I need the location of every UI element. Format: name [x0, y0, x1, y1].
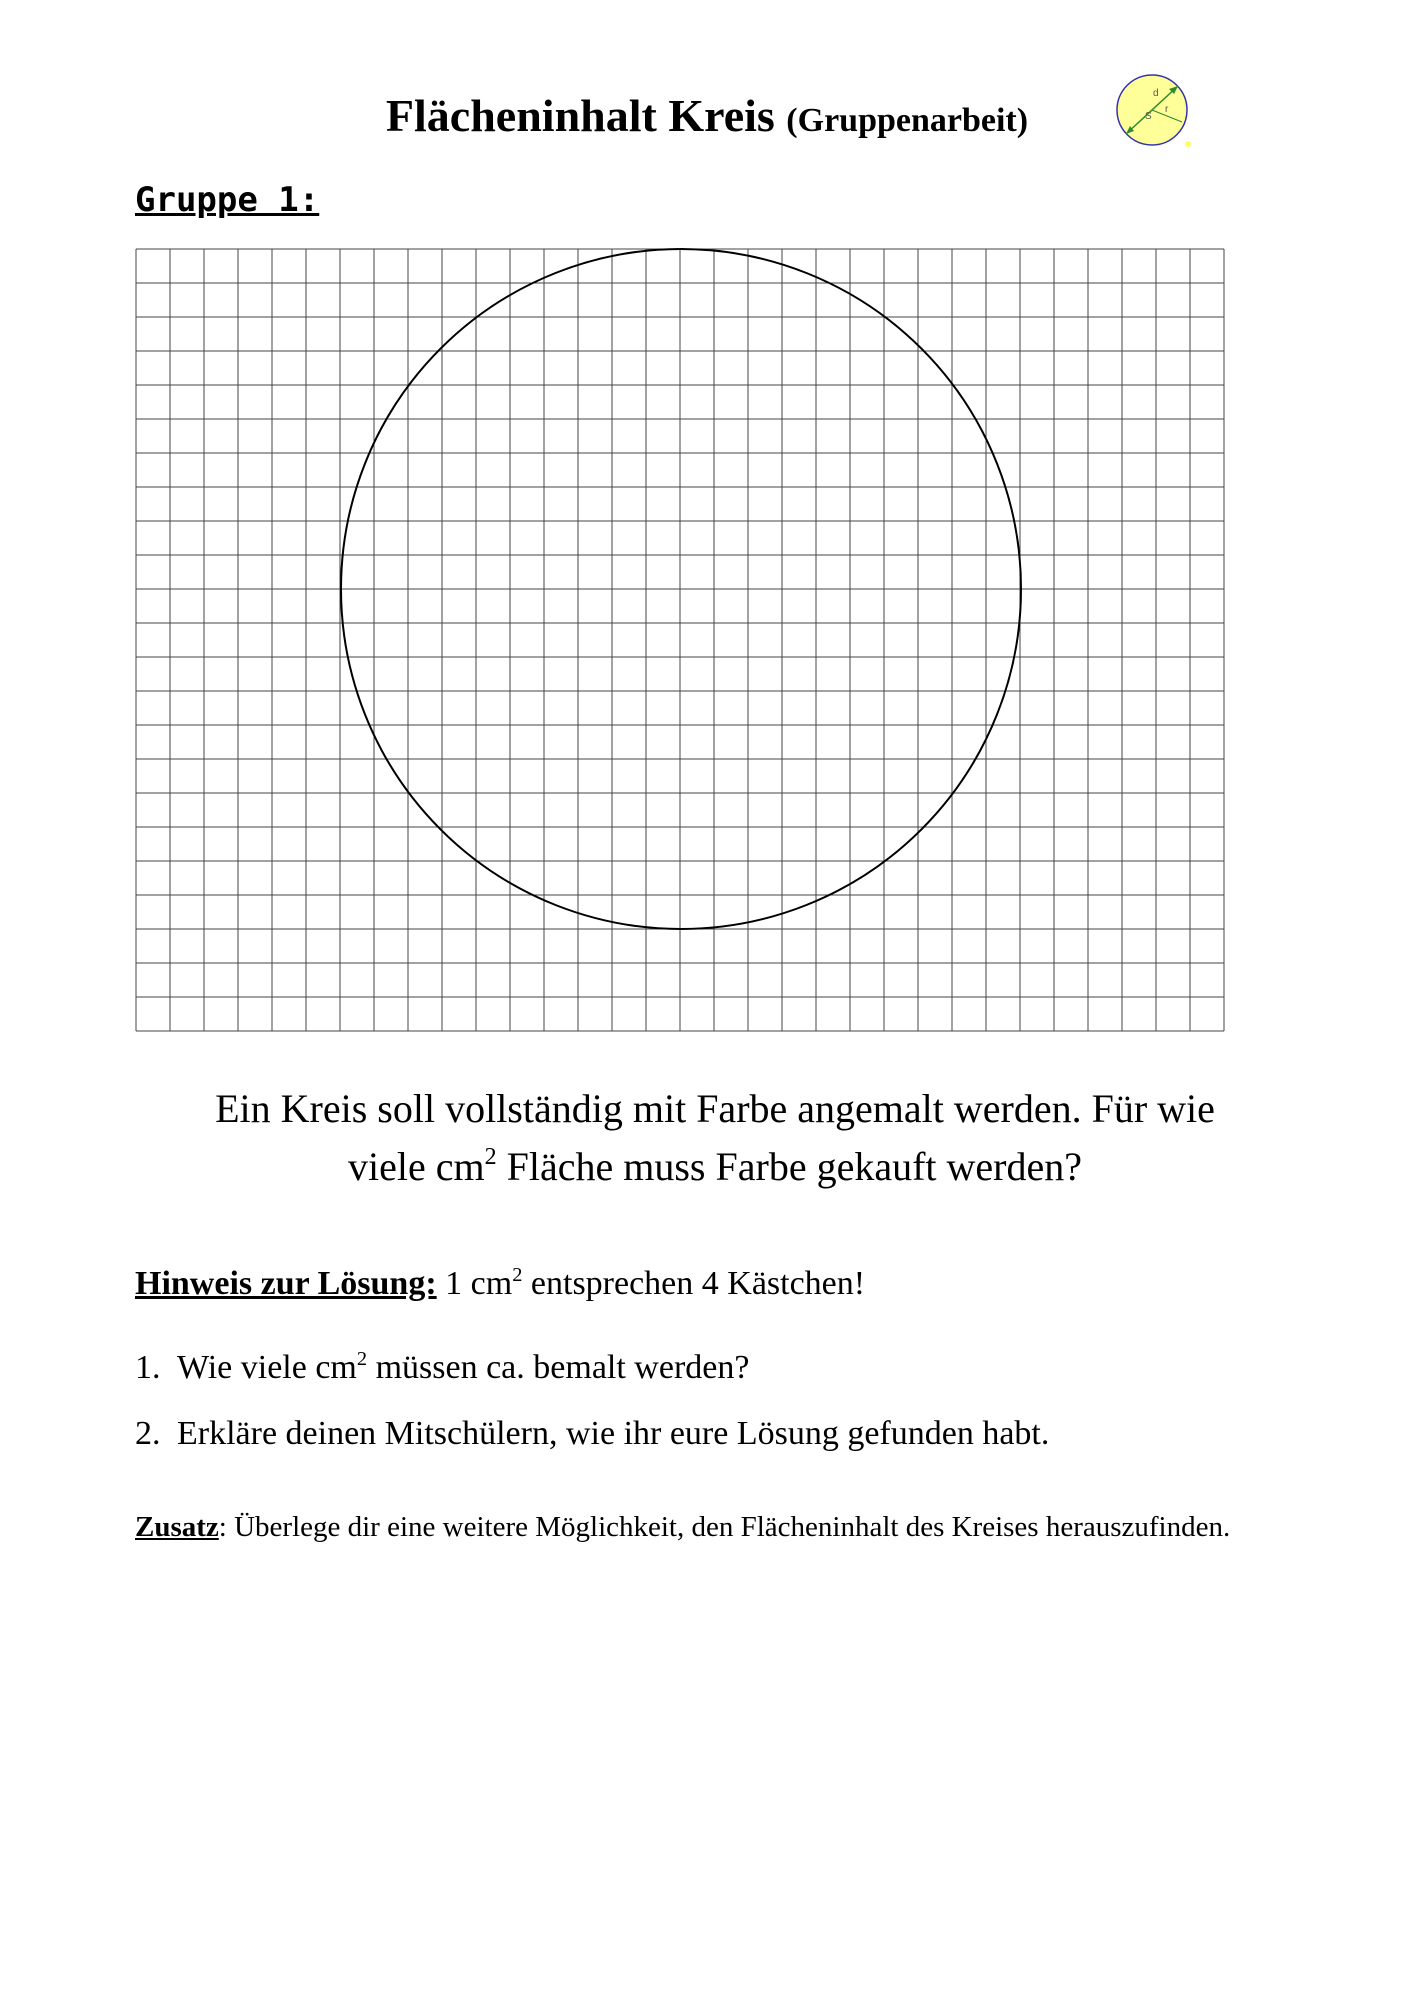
- task-line-2-sup: 2: [484, 1144, 497, 1171]
- logo-label-s: S: [1145, 111, 1152, 122]
- group-label: Gruppe 1:: [135, 180, 320, 220]
- extra-label: Zusatz: [135, 1511, 219, 1543]
- logo-label-r: r: [1165, 104, 1169, 115]
- question-item: [135, 1346, 1049, 1390]
- task-text: [150, 1080, 1280, 1196]
- question-text-sup: 2: [356, 1347, 368, 1370]
- extra-task: [135, 1498, 1295, 1556]
- task-line-2-after: Fläche muss Farbe gekauft werden?: [496, 1144, 1082, 1189]
- page-title: [0, 86, 1414, 151]
- logo-dot: [1185, 141, 1191, 147]
- grid-with-circle: [135, 248, 1227, 1034]
- hint-label: Hinweis zur Lösung:: [135, 1265, 437, 1302]
- question-text-before: Wie viele cm: [177, 1349, 357, 1386]
- logo-label-d: d: [1153, 88, 1159, 99]
- question-item: [135, 1412, 1049, 1456]
- circle-diagram-icon: [1112, 72, 1196, 156]
- hint-text-sup: 2: [512, 1263, 523, 1286]
- question-text: [177, 1412, 1049, 1456]
- task-line-1: Ein Kreis soll vollständig mit Farbe angemalt werden. Für wie: [215, 1086, 1215, 1131]
- task-line-2-before: viele cm: [348, 1144, 485, 1189]
- question-number: 1.: [135, 1349, 161, 1386]
- extra-text: : Überlege dir eine weitere Möglichkeit, den Flächeninhalt des Kreises herauszufinden.: [218, 1511, 1231, 1543]
- hint-text-after: entsprechen 4 Kästchen!: [522, 1265, 866, 1302]
- title-subtitle: (Gruppenarbeit): [786, 102, 1029, 139]
- question-text: [177, 1346, 749, 1390]
- hint-text-before: 1 cm: [436, 1265, 513, 1302]
- question-number: 2.: [135, 1415, 161, 1452]
- hint: [135, 1262, 865, 1306]
- question-text-before: Erkläre deinen Mitschülern, wie ihr eure Lösung gefunden habt.: [177, 1415, 1050, 1452]
- question-list: [135, 1346, 1049, 1478]
- question-text-after: müssen ca. bemalt werden?: [367, 1349, 750, 1386]
- title-main: Flächeninhalt Kreis: [385, 90, 775, 141]
